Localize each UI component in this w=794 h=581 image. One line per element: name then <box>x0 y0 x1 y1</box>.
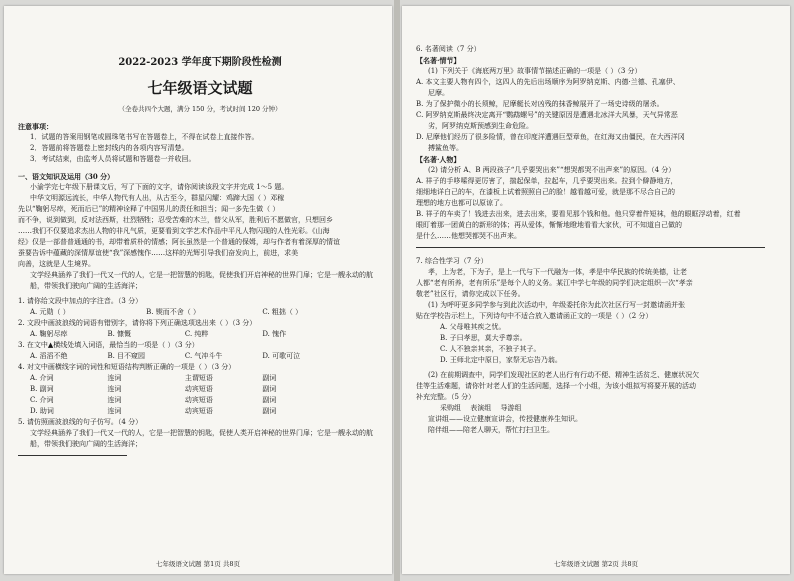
cell: B. 副词 <box>30 385 54 393</box>
excerpt-line: A. 祥子的手哆嗦得更厉害了，揣起保单，拉起车，几乎要哭出来。拉到个僻静地方， <box>416 177 678 185</box>
cell: 主谓短语 <box>184 374 213 382</box>
option: C. 气冲斗牛 <box>184 352 223 360</box>
option-line: 劣，阿罗纳克斯预感到生命危险。 <box>428 122 533 130</box>
passage-line: 人都“老有所养，老有所乐”是每个人的义务。某江中学七年级的同学们决定组织一次“孝亲 <box>416 279 693 287</box>
q7-1-stem: 贴在学校告示栏上，下列诗句中不适合放入邀请函正文的一项是（ ）（2 分） <box>416 312 653 320</box>
excerpt-line: B. 祥子的车卖了！钱进去出来，进去出来，要看见那个钱和他。他只穿着件短袜，他的眼眶浮动着，红着 <box>416 210 741 218</box>
cell: 连词 <box>107 407 122 415</box>
intro-text: 小渝学完七年级下册课文后，写了下面的文字，请你阅读该段文字并完成 1～5 题。 <box>30 183 289 191</box>
answer-line <box>18 455 127 456</box>
cell: 副词 <box>262 374 277 382</box>
exam-note: （全卷共四个大题，满分 150 分，考试时间 120 分钟） <box>118 105 282 113</box>
question-4: 4. 对文中画横线字词的词性和短语结构判断正确的一项是（ ）（3 分） <box>18 363 236 371</box>
option-line: C. 人不独亲其亲，不独子其子。 <box>440 345 541 353</box>
notice-item: 3．考试结束，由监考人员将试题和答题卷一并收回。 <box>30 155 196 163</box>
option-line: A. 父母唯其疾之忧。 <box>440 323 506 331</box>
passage-line: 中华文明源远流长，中华人物代有人出，从古至今，群星闪耀：鸡蹄大国（ ）邓稼 <box>30 194 285 202</box>
q4-row <box>18 406 382 417</box>
option-line: 搏鲨鱼等。 <box>428 144 463 152</box>
q7-2-stem: 补充完整。（5 分） <box>416 393 476 401</box>
option-line: D. 尼摩他们经历了很多险情，曾在印度洋遭遇巨型章鱼，在红海又由僵民，在大西洋冈 <box>416 133 685 141</box>
option-line: A. 本文主要人物有四个，这四人的先后出场顺序为阿罗纳克斯、内德·兰德、孔塞伊、 <box>416 78 680 86</box>
passage-line: 敬老”社区行，请你完成以下任务。 <box>416 290 525 298</box>
option-line: C. 阿罗纳克斯最终决定离开“鹦鹉螺号”的关键原因是遭遇北冰洋大风暴，天气异常恶 <box>416 111 678 119</box>
group-label: 导游组 <box>500 404 522 412</box>
question-7: 7. 综合性学习（7 分） <box>416 257 488 265</box>
cell: D. 助词 <box>30 407 54 415</box>
passage-line: 先以“鞠躬尽瘁，死而后已”的精神诠释了中国男儿的责任和担当；闻一多先生做（ ） <box>18 205 280 213</box>
passage-line: 经》仅是一部普普通通的书，却带着质朴的情感；阿长虽然是一个普通的保姆，却与作者有着深厚的情谊 <box>18 238 340 246</box>
page-footer: 七年级语文试题 第2页 共8页 <box>554 560 638 568</box>
option-line: D. 王师北定中原日，家祭无忘告乃翁。 <box>440 356 562 364</box>
q2-options <box>18 329 382 340</box>
cell: 连词 <box>107 374 122 382</box>
notice-heading: 注意事项： <box>18 122 53 131</box>
q1-options <box>18 307 382 318</box>
option: D. 愧作 <box>262 330 287 338</box>
notice-item: 1．试题的答案用钢笔或圆珠笔书写在答题卷上，不得在试卷上直接作答。 <box>30 133 259 141</box>
group-label: 采购组 <box>440 404 461 412</box>
option: D. 可歌可泣 <box>262 352 301 360</box>
cell: A. 介词 <box>30 374 54 382</box>
cell: 连词 <box>107 385 122 393</box>
section-title: 一、语文知识及运用（30 分） <box>18 172 115 181</box>
section-tag: 【名著·情节】 <box>416 56 461 65</box>
section-tag: 【名著·人物】 <box>416 155 461 164</box>
answer-line <box>416 247 765 248</box>
excerpt-line: 细细地详白己的车，在漆板上试着照照自己的脸！越看越可爱，就是那不尽合自己的 <box>416 188 675 196</box>
quote-text: 文学经典涵养了我们一代又一代的人，它是一把智慧的钥匙，促使我们开启神秘的世界门扉；它是一艘永动的航船，带领我们驶向广阔的生活海洋； <box>30 271 373 290</box>
passage-line: 而不争，说到做到，反对法西斯，壮烈牺牲；忍受苦难的木兰，替父从军，胜利后不愿做官，只想回乡 <box>18 216 333 224</box>
cell: 动宾短语 <box>184 385 213 393</box>
group-label: 表演组 <box>470 404 492 412</box>
page-footer: 七年级语文试题 第1页 共8页 <box>156 560 240 568</box>
q4-row <box>18 373 382 384</box>
option: A. 鞠躬尽瘁 <box>30 330 68 338</box>
option: B. 锲而不舍（ ） <box>146 308 200 316</box>
option: B. 目不窥园 <box>107 352 146 360</box>
q7-1-stem: (1) 为呼吁更多同学参与到此次活动中，年级委托你为此次社区行写一封邀请函并张 <box>428 301 686 309</box>
passage-line: 向善，这就是人生境界。 <box>18 260 95 268</box>
exam-page-2 <box>402 6 790 574</box>
q4-row <box>18 384 382 395</box>
q5-quote: 文学经典涵养了我们一代又一代的人，它是一把智慧的钥匙，促使人类开启神秘的世界门扉；它是一艘永动的航船，带领我们驶向广阔的生活海洋； <box>30 429 373 448</box>
option-line: B. 为了保护微小的长须鲸，尼摩艇长对凶残的抹香鲸展开了一场史诗级的屠杀。 <box>416 100 664 108</box>
option: C. 纯粹 <box>184 330 209 338</box>
exam-page-1 <box>4 6 392 574</box>
page-fold <box>394 0 400 581</box>
option-line: B. 子曰孝思，莫大乎尊亲。 <box>440 334 527 342</box>
notice-item: 2．答题前将答题卷上密封线内的各项内容写清楚。 <box>30 144 189 152</box>
excerpt-line: 眼盯着那一团黄白的新形的体；再从爱体，惭惭地瞪地看看大家伙，可不知道自己做的 <box>416 221 682 229</box>
q6-2-stem: (2) 请分析 A、B 两段孩子“几乎要哭出来”“想哭都哭不出声来”的原因。（4 分） <box>428 166 676 174</box>
exam-subtitle: 七年级语文试题 <box>147 79 253 97</box>
cell: 副词 <box>262 407 277 415</box>
option: A. 元勋（ ） <box>30 308 70 316</box>
q7-2-stem: 佳等生活难题，请你针对老人们的生活问题，选择一个小组，为该小组拟写将要开展的活动 <box>416 382 696 390</box>
question-5: 5. 请仿照画波浪线的句子仿写。（4 分） <box>18 418 143 426</box>
group-desc: 宣讲组——设立健康宣讲会，传授健康养生知识。 <box>428 415 582 423</box>
group-desc: 陪伴组——陪老人聊天，帮忙打扫卫生。 <box>428 426 554 434</box>
question-2: 2. 文段中画波浪线的词语有错别字，请你将下列正确选项选出来（ ）（3 分） <box>18 319 257 327</box>
passage-line: 孝，上为老，下为子，是上一代与下一代融为一体，孝是中华民族的传统美德，让老 <box>428 268 687 276</box>
question-1: 1. 请你给文段中加点的字注音。（3 分） <box>18 297 143 305</box>
q7-2-stem: (2) 在前期调查中，同学们发现社区的老人出行有行动不便、精神生活贫乏、健康状况欠 <box>428 371 700 379</box>
excerpt-line: 是什么……他想哭都哭不出声来。 <box>416 232 521 240</box>
cell: 副词 <box>262 385 277 393</box>
option: B. 慷慨 <box>107 330 132 338</box>
option-line: 尼摩。 <box>428 89 449 97</box>
option: C. 粗拙（ ） <box>262 308 303 316</box>
option: A. 滔滔不绝 <box>30 352 68 360</box>
q6-1-stem: (1) 下列关于《海底两万里》故事情节描述正确的一项是（ ）（3 分） <box>428 67 642 75</box>
cell: C. 介词 <box>30 396 54 404</box>
exam-title: 2022-2023 学年度下期阶段性检测 <box>118 57 282 68</box>
question-3: 3. 在文中▲横线处填入词语，最恰当的一项是（ ）（3 分） <box>18 341 199 349</box>
excerpt-line: 理想的地方也都可以原谅了。 <box>416 199 507 207</box>
q4-row <box>18 395 382 406</box>
cell: 副词 <box>262 396 277 404</box>
group-row <box>416 403 780 414</box>
q3-options <box>18 351 382 362</box>
question-6: 6. 名著阅读（7 分） <box>416 45 481 53</box>
passage-line: 蚕要告诉中蕴藏的深情厚谊使“我”深感愧作……这样的光辉引导我们奋发向上，前进，求美 <box>18 249 299 257</box>
passage-line: ……我们不仅要追求杰出人物的非凡气质，更要看到文学艺术作品中平凡人物闪现的人性光彩。《山海 <box>18 227 330 235</box>
cell: 动宾短语 <box>184 396 213 404</box>
cell: 连词 <box>107 396 122 404</box>
cell: 动宾短语 <box>184 407 213 415</box>
